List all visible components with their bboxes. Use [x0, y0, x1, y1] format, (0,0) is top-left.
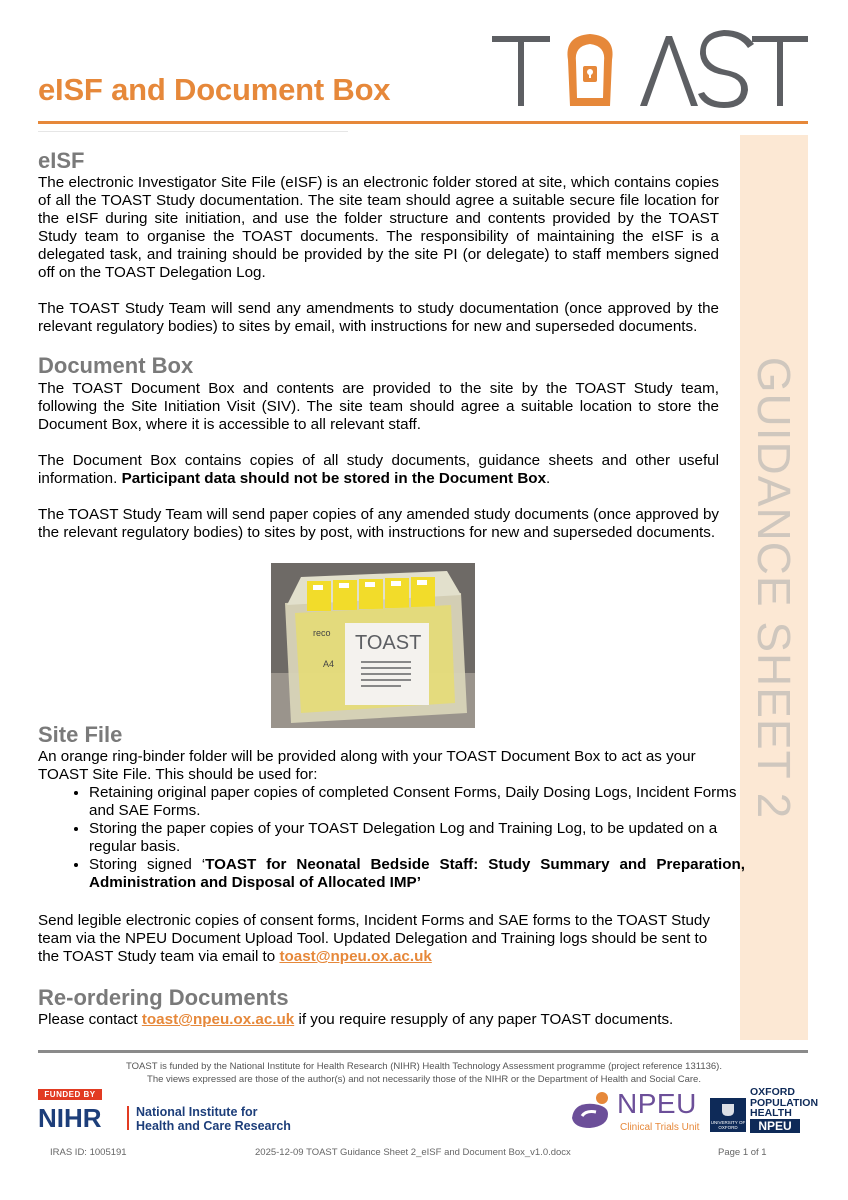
- nihr-divider: [127, 1106, 129, 1130]
- site-file-list: [63, 784, 745, 892]
- reordering-paragraph: [38, 1011, 719, 1029]
- toast-logo-ast: [640, 30, 808, 108]
- list-item: • Retaining original paper copies of completed Consent Forms, Daily Dosing Logs, Incident Forms and SAE Forms.: [89, 784, 745, 820]
- oxford-population-health: [750, 1087, 818, 1119]
- document-box-heading: Document Box: [38, 353, 194, 378]
- university-of-oxford-label: UNIVERSITY OF OXFORD: [710, 1120, 746, 1130]
- guidance-sheet-text: GUIDANCE SHEET 2: [748, 356, 801, 819]
- nihr-name-line-1: National Institute for: [136, 1105, 258, 1119]
- footer-divider: [38, 1050, 808, 1053]
- reordering-heading: Re-ordering Documents: [38, 985, 289, 1010]
- funded-by-badge: FUNDED BY: [38, 1089, 102, 1100]
- document-box-paragraph-3: The TOAST Study Team will send paper copies of any amended study documents (once approved by the relevant regulatory bodies) to sites by post, with instructions for new and superseded documents.: [38, 506, 719, 541]
- document-box-paragraph-2: [38, 452, 719, 488]
- email-link[interactable]: toast@npeu.ox.ac.uk: [141, 1011, 295, 1028]
- nihr-logo: NIHR: [38, 1103, 102, 1133]
- iras-id: IRAS ID: 1005191: [50, 1147, 127, 1158]
- email-link[interactable]: toast@npeu.ox.ac.uk: [279, 948, 432, 965]
- participant-data-warning: Participant data should not be stored in the Document Box: [121, 470, 547, 487]
- reorder-text-before: Please contact: [38, 1011, 142, 1028]
- document-box-paragraph-1: The TOAST Document Box and contents are provided to the site by the TOAST Study team, following the Site Initiation Visit (SIV). The site team should agree a suitable location to store the Document Box, where it is accessible to all relevant staff.: [38, 380, 719, 433]
- toast-logo: [490, 22, 810, 112]
- thin-divider: [38, 131, 348, 132]
- npeu-logo-text: NPEU: [617, 1088, 697, 1119]
- oxford-line-1: OXFORD: [750, 1086, 795, 1098]
- list-item: [89, 856, 745, 892]
- site-file-intro: An orange ring-binder folder will be provided along with your TOAST Document Box to act as your TOAST Site File. This should be used for:: [38, 748, 696, 783]
- toast-logo-t: [492, 36, 550, 106]
- oxford-line-2: POPULATION: [750, 1096, 819, 1109]
- document-box-paragraph-2-text: The Document Box contains copies of all study documents, guidance sheets and other useful information.: [38, 452, 719, 487]
- eisf-paragraph-1: The electronic Investigator Site File (eISF) is an electronic folder stored at site, which contains copies of all the TOAST Study documentation. The site team should agree a suitable secure file location for the eISF during site initiation, and use the folder structure and contents provided by the TOAST Study team to organise the TOAST documents. The responsibility of maintaining the eISF is a delegated task, and training should be provided by the site PI (or delegate) to staff members signed off on the TOAST Delegation Log.: [38, 174, 719, 281]
- list-item: • Storing the paper copies of your TOAST Delegation Log and Training Log, to be updated on a regular basis.: [89, 820, 745, 856]
- bullet-3-document-title: TOAST for Neonatal Bedside Staff: Study Summary and Preparation, Administration and Disposal of Allocated IMP’: [89, 856, 745, 891]
- photo-a4-label: A4: [323, 659, 335, 669]
- document-box-paragraph-2-end: .: [546, 470, 551, 487]
- reorder-text-after: if you require resupply of any paper TOAST documents.: [294, 1011, 674, 1028]
- funding-statement-1: TOAST is funded by the National Institute for Health Research (NIHR) Health Technology Assessment programme (project reference 131136).: [126, 1061, 722, 1072]
- oxford-npeu-badge: NPEU: [750, 1119, 800, 1133]
- file-name: 2025-12-09 TOAST Guidance Sheet 2_eISF and Document Box_v1.0.docx: [255, 1147, 571, 1158]
- oxford-line-3: HEALTH: [750, 1107, 792, 1119]
- photo-reco-label: reco: [313, 628, 331, 638]
- npeu-subtitle: Clinical Trials Unit: [620, 1122, 700, 1133]
- nihr-name-line-2: Health and Care Research: [136, 1119, 291, 1133]
- eisf-heading: eISF: [38, 148, 85, 173]
- page-number: Page 1 of 1: [718, 1147, 767, 1158]
- npeu-emblem-icon: [568, 1088, 618, 1132]
- guidance-sheet-label: [740, 135, 808, 1040]
- photo-toast-label: TOAST: [355, 632, 422, 654]
- document-box-photo: [271, 563, 475, 728]
- oxford-crest-icon: [710, 1098, 746, 1132]
- send-text: Send legible electronic copies of consent forms, Incident Forms and SAE forms to the TOAST Study team via the NPEU Document Upload Tool. Updated Delegation and Training logs should be sent to the TOAST Study team via email to: [38, 912, 710, 965]
- site-file-send-paragraph: [38, 912, 719, 966]
- site-file-heading: Site File: [38, 722, 123, 747]
- page-title: eISF and Document Box: [38, 72, 391, 107]
- funding-statement-2: The views expressed are those of the author(s) and not necessarily those of the NIHR or the Department of Health and Social Care.: [147, 1074, 701, 1085]
- toast-bread-icon: [567, 34, 612, 106]
- nihr-full-name: [136, 1105, 291, 1133]
- eisf-paragraph-2: The TOAST Study Team will send any amendments to study documentation (once approved by the relevant regulatory bodies) to sites by email, with instructions for new and superseded documents.: [38, 300, 719, 335]
- bullet-3-prefix: Storing signed ‘: [89, 856, 206, 873]
- title-divider: [38, 121, 808, 124]
